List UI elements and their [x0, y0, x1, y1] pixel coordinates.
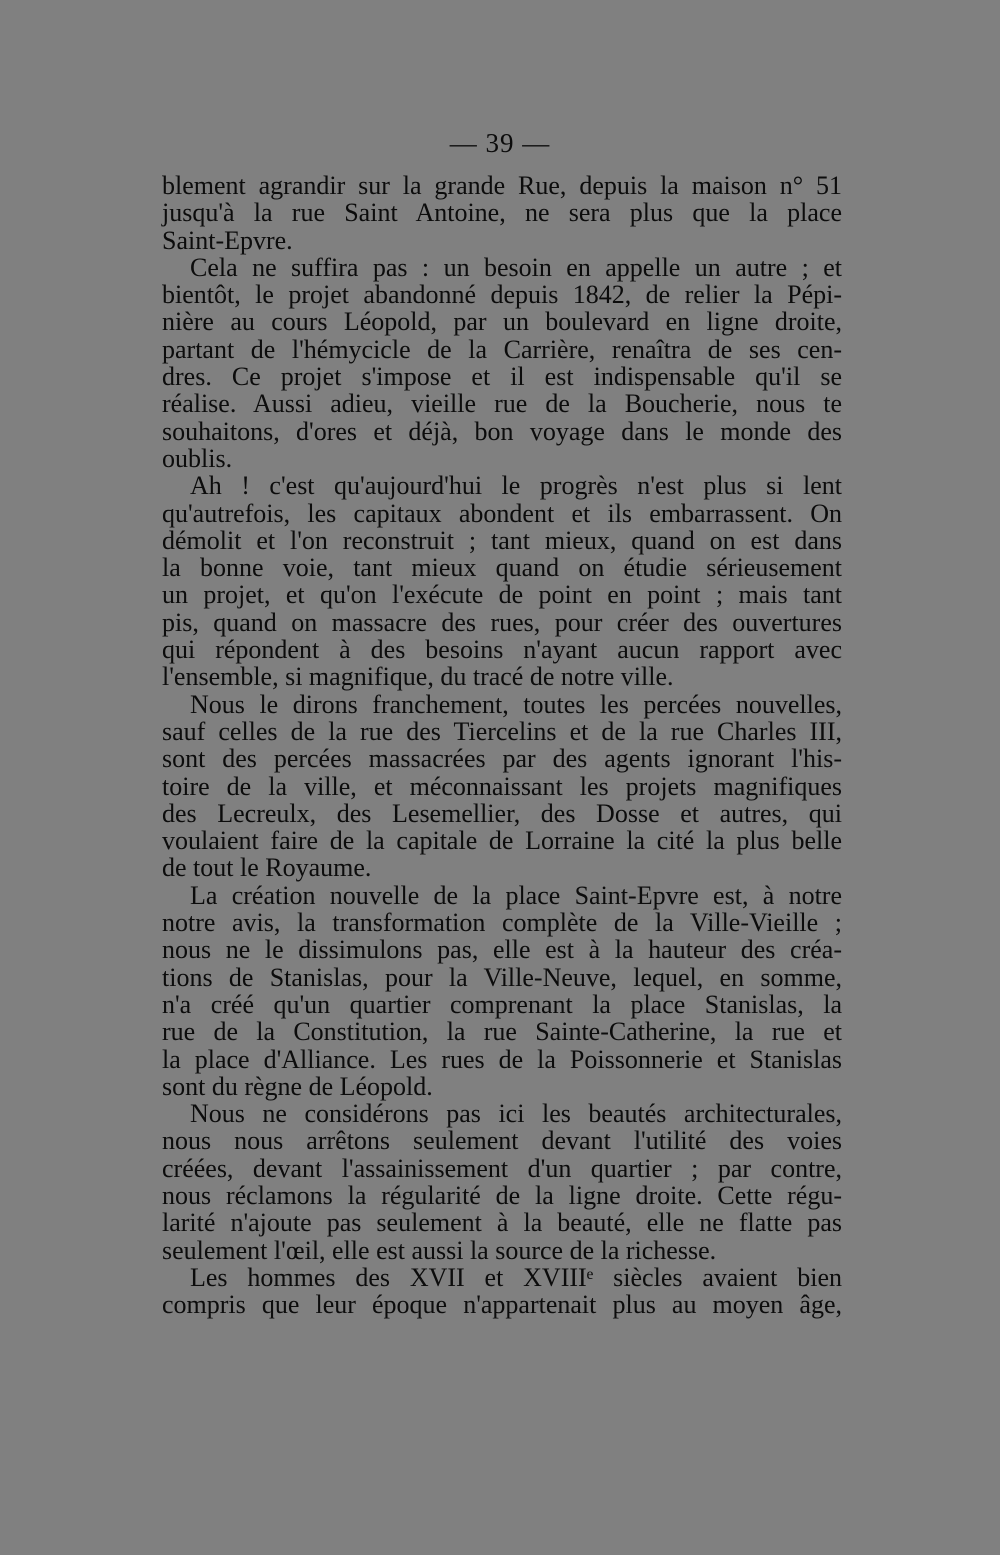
text-line: dres. Ce projet s'impose et il est indispensable qu'il se — [162, 362, 842, 392]
text-line: pis, quand on massacre des rues, pour créer des ouvertures — [162, 607, 842, 637]
text-line: démolit et l'on reconstruit ; tant mieux, quand on est dans — [162, 525, 842, 555]
text-line: blement agrandir sur la grande Rue, depuis la maison n° 51 — [162, 171, 842, 200]
text-line: qu'autrefois, les capitaux abondent et ils embarrassent. On — [162, 498, 842, 528]
text-line: l'ensemble, si magnifique, du tracé de notre ville. — [162, 662, 674, 692]
text-line: la place d'Alliance. Les rues de la Poissonnerie et Stanislas — [162, 1044, 842, 1074]
text-line: des Lecreulx, des Lesemellier, des Dosse et autres, qui — [162, 798, 842, 828]
text-line: souhaitons, d'ores et déjà, bon voyage dans le monde des — [162, 416, 842, 446]
text-line: nous ne le dissimulons pas, elle est à la hauteur des créa- — [162, 935, 842, 965]
text-line: réalise. Aussi adieu, vieille rue de la Boucherie, nous te — [162, 389, 842, 419]
body-text — [162, 172, 842, 1318]
text-line: sauf celles de la rue des Tiercelins et de la rue Charles III, — [162, 716, 842, 746]
text-line: larité n'ajoute pas seulement à la beauté, elle ne flatte pas — [162, 1208, 842, 1238]
text-line: de tout le Royaume. — [162, 853, 372, 883]
text-line: oublis. — [162, 443, 233, 473]
text-line: Ah ! c'est qu'aujourd'hui le progrès n'est plus si lent — [190, 471, 842, 501]
text-line: sont des percées massacrées par des agents ignorant l'his- — [162, 744, 842, 774]
text-line: nous nous arrêtons seulement devant l'utilité des voies — [162, 1126, 842, 1156]
text-line: bientôt, le projet abandonné depuis 1842, de relier la Pépi- — [162, 280, 842, 310]
text-line: compris que leur époque n'appartenait plus au moyen âge, — [162, 1290, 842, 1320]
text-line: n'a créé qu'un quartier comprenant la place Stanislas, la — [162, 989, 842, 1019]
text-line: Nous ne considérons pas ici les beautés architecturales, — [190, 1099, 842, 1129]
text-line: voulaient faire de la capitale de Lorraine la cité la plus belle — [162, 826, 842, 856]
text-line: un projet, et qu'on l'exécute de point en point ; mais tant — [162, 580, 842, 610]
text-line: tions de Stanislas, pour la Ville-Neuve, lequel, en somme, — [162, 962, 842, 992]
text-line: créées, devant l'assainissement d'un quartier ; par contre, — [162, 1153, 842, 1183]
text-line: La création nouvelle de la place Saint-Epvre est, à notre — [190, 880, 842, 910]
text-line: Cela ne suffira pas : un besoin en appelle un autre ; et — [190, 252, 842, 282]
text-line: la bonne voie, tant mieux quand on étudie sérieusement — [162, 553, 842, 583]
text-line: toire de la ville, et méconnaissant les projets magnifiques — [162, 771, 842, 801]
text-line: qui répondent à des besoins n'ayant aucun rapport avec — [162, 635, 842, 665]
text-line: Nous le dirons franchement, toutes les percées nouvelles, — [190, 689, 842, 719]
text-line: partant de l'hémycicle de la Carrière, renaîtra de ses cen- — [162, 334, 842, 364]
text-line: nous réclamons la régularité de la ligne droite. Cette régu- — [162, 1180, 842, 1210]
text-line: Les hommes des XVII et XVIIIᵉ siècles avaient bien — [190, 1262, 842, 1292]
text-line: sont du règne de Léopold. — [162, 1071, 433, 1101]
text-line: notre avis, la transformation complète de la Ville-Vieille ; — [162, 908, 842, 938]
text-line: jusqu'à la rue Saint Antoine, ne sera plus que la place — [162, 198, 842, 228]
page-number: — 39 — — [449, 128, 551, 158]
text-line: nière au cours Léopold, par un boulevard en ligne droite, — [162, 307, 842, 337]
text-line: Saint-Epvre. — [162, 225, 293, 255]
text-line: rue de la Constitution, la rue Sainte-Catherine, la rue et — [162, 1017, 842, 1047]
text-line: seulement l'œil, elle est aussi la source de la richesse. — [162, 1235, 717, 1265]
